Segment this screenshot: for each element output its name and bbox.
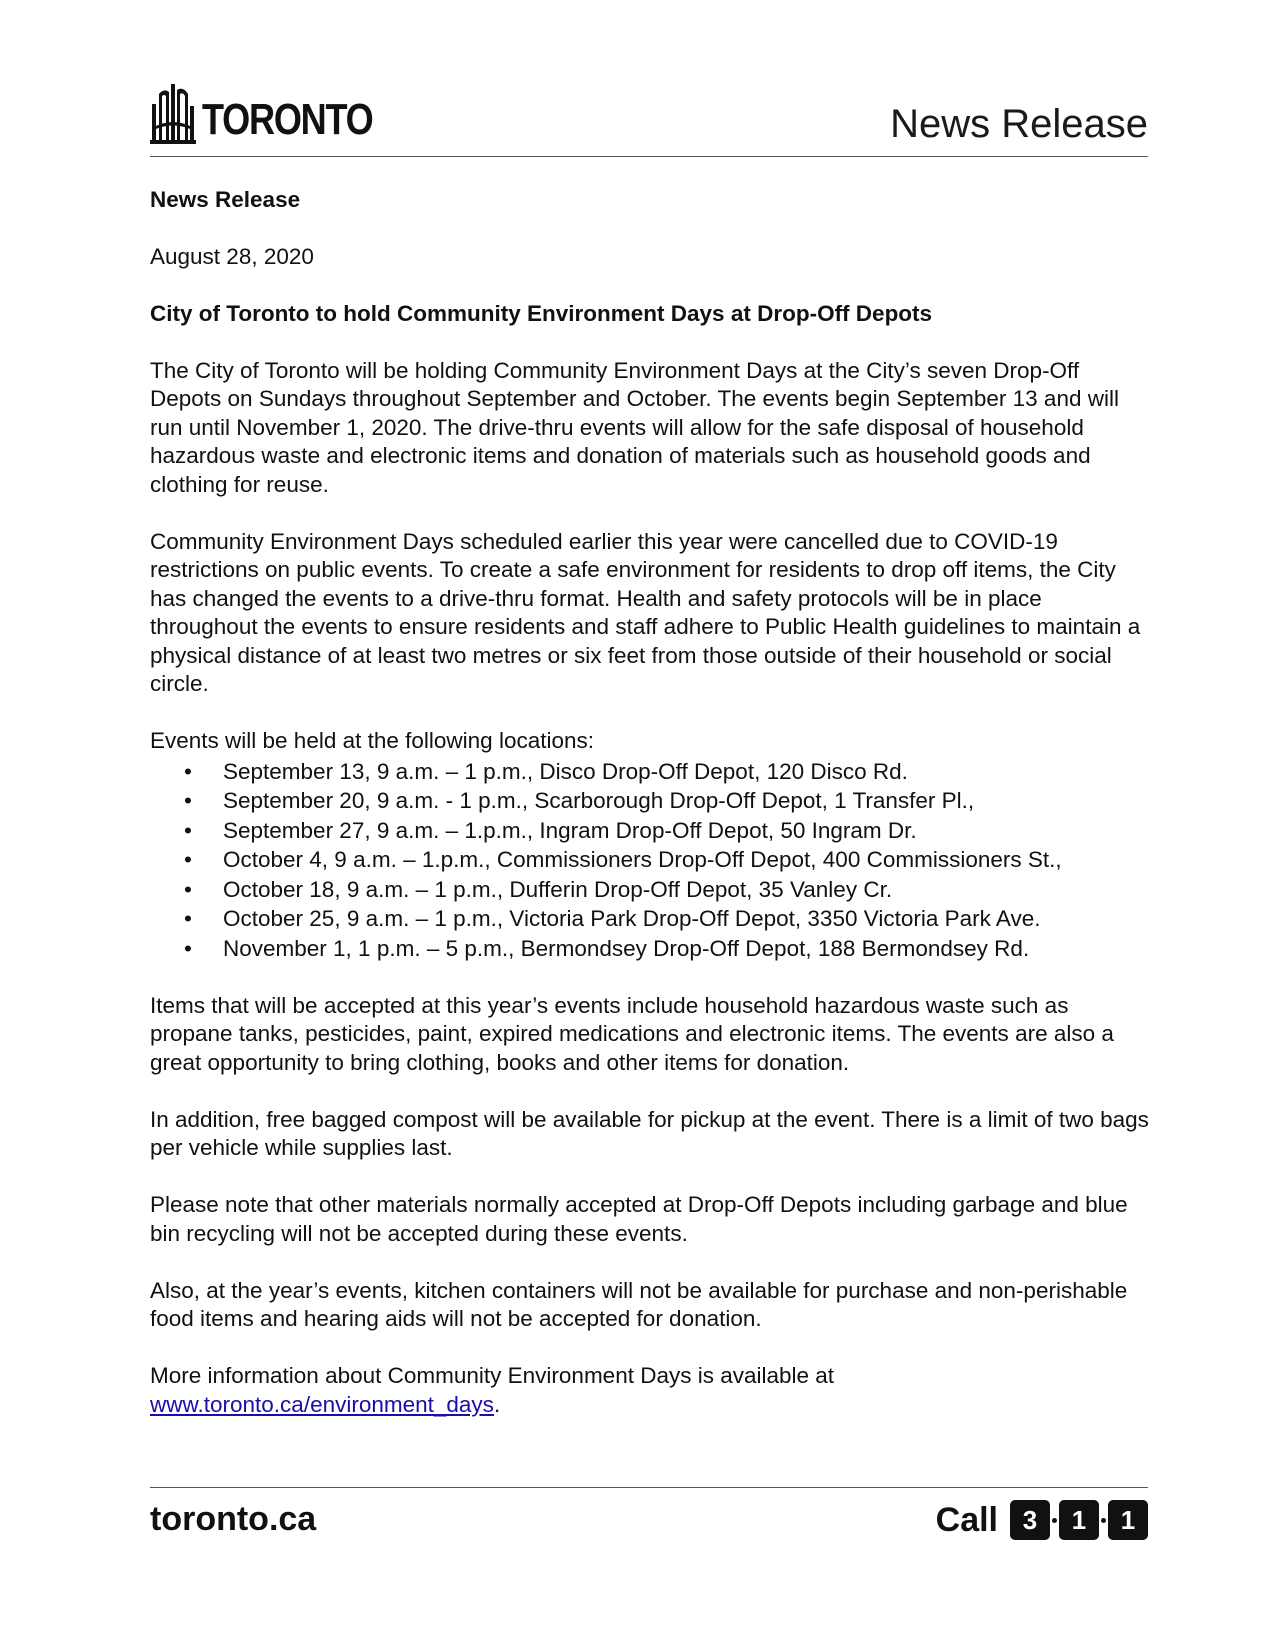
release-body [150, 186, 1150, 1448]
release-date: August 28, 2020 [150, 243, 314, 269]
event-text: October 25, 9 a.m. – 1 p.m., Victoria Park Drop-Off Depot, 3350 Victoria Park Ave. [223, 906, 1041, 931]
events-list-intro: Events will be held at the following locations: [150, 728, 595, 753]
list-item [150, 816, 1150, 846]
paragraph-covid: Community Environment Days scheduled earlier this year were cancelled due to COVID-19 restrictions on public events. To create a safe environment for residents to drop off items, the City has changed the events to a drive-thru format. Health and safety protocols will be in place throughout the events to ensure residents and staff adhere to Public Health guidelines to maintain a physical distance of at least two metres or six feet from those outside of their household or social circle. [150, 528, 1141, 696]
list-item [150, 845, 1150, 875]
logo-wordmark: TORONTO [202, 95, 373, 144]
event-text: October 18, 9 a.m. – 1 p.m., Dufferin Drop-Off Depot, 35 Vanley Cr. [223, 876, 893, 902]
city-hall-logo-icon [150, 82, 196, 144]
event-text: October 4, 9 a.m. – 1.p.m., Commissioners Drop-Off Depot, 400 Commissioners St., [223, 847, 1062, 872]
separator-dot-icon [1101, 1518, 1106, 1523]
event-text: September 13, 9 a.m. – 1 p.m., Disco Drop-Off Depot, 120 Disco Rd. [223, 758, 908, 784]
paragraph-intro: The City of Toronto will be holding Community Environment Days at the City’s seven Drop-Off Depots on Sundays throughout September and October. The events begin September 13 and will run until November 1, 2020. The drive-thru events will allow for the safe disposal of household hazardous waste and electronic items and donation of materials such as household goods and clothing for reuse. [150, 357, 1119, 497]
footer-site: toronto.ca [150, 1500, 317, 1538]
event-text: November 1, 1 p.m. – 5 p.m., Bermondsey Drop-Off Depot, 188 Bermondsey Rd. [223, 935, 1030, 961]
events-list [150, 757, 1150, 964]
bullet-icon: • [184, 817, 192, 843]
more-info-period: . [493, 1391, 501, 1417]
separator-dot-icon [1052, 1518, 1057, 1523]
paragraph-kitchen-containers: Also, at the year’s events, kitchen containers will not be available for purchase and non-perishable food items and hearing aids will not be accepted for donation. [150, 1277, 1128, 1331]
more-info-text: More information about Community Environment Days is available at [150, 1363, 835, 1388]
list-item [150, 786, 1150, 816]
event-text: September 27, 9 a.m. – 1.p.m., Ingram Drop-Off Depot, 50 Ingram Dr. [223, 817, 917, 843]
list-item [150, 875, 1150, 905]
paragraph-not-accepted: Please note that other materials normally accepted at Drop-Off Depots including garbage and blue bin recycling will not be accepted during these events. [150, 1192, 1128, 1246]
toronto-logo [150, 82, 410, 144]
paragraph-compost: In addition, free bagged compost will be available for pickup at the event. There is a limit of two bags per vehicle while supplies last. [150, 1106, 1149, 1160]
digit-1: 1 [1108, 1500, 1148, 1540]
bullet-icon: • [184, 758, 192, 784]
call-label: Call [935, 1501, 998, 1539]
header-title: News Release [890, 102, 1148, 146]
list-item [150, 757, 1150, 787]
page-header [150, 80, 1148, 157]
list-item [150, 934, 1150, 964]
digit-1: 1 [1059, 1500, 1099, 1540]
release-label: News Release [150, 187, 301, 212]
call-311-badge [936, 1500, 1148, 1540]
bullet-icon: • [184, 788, 192, 813]
digit-3: 3 [1010, 1500, 1050, 1540]
bullet-icon: • [184, 935, 192, 961]
bullet-icon: • [184, 847, 192, 872]
paragraph-accepted-items: Items that will be accepted at this year’s events include household hazardous waste such as propane tanks, pesticides, paint, expired medications and electronic items. The events are also a great opportunity to bring clothing, books and other items for donation. [150, 992, 1114, 1075]
release-headline: City of Toronto to hold Community Environment Days at Drop-Off Depots [150, 300, 933, 326]
paragraph-more-info [150, 1362, 1150, 1419]
list-item [150, 904, 1150, 934]
page-footer [150, 1487, 1148, 1548]
event-text: September 20, 9 a.m. - 1 p.m., Scarborough Drop-Off Depot, 1 Transfer Pl., [223, 788, 975, 813]
bullet-icon: • [184, 876, 192, 902]
bullet-icon: • [184, 906, 192, 931]
environment-days-link[interactable]: www.toronto.ca/environment_days [150, 1391, 494, 1417]
